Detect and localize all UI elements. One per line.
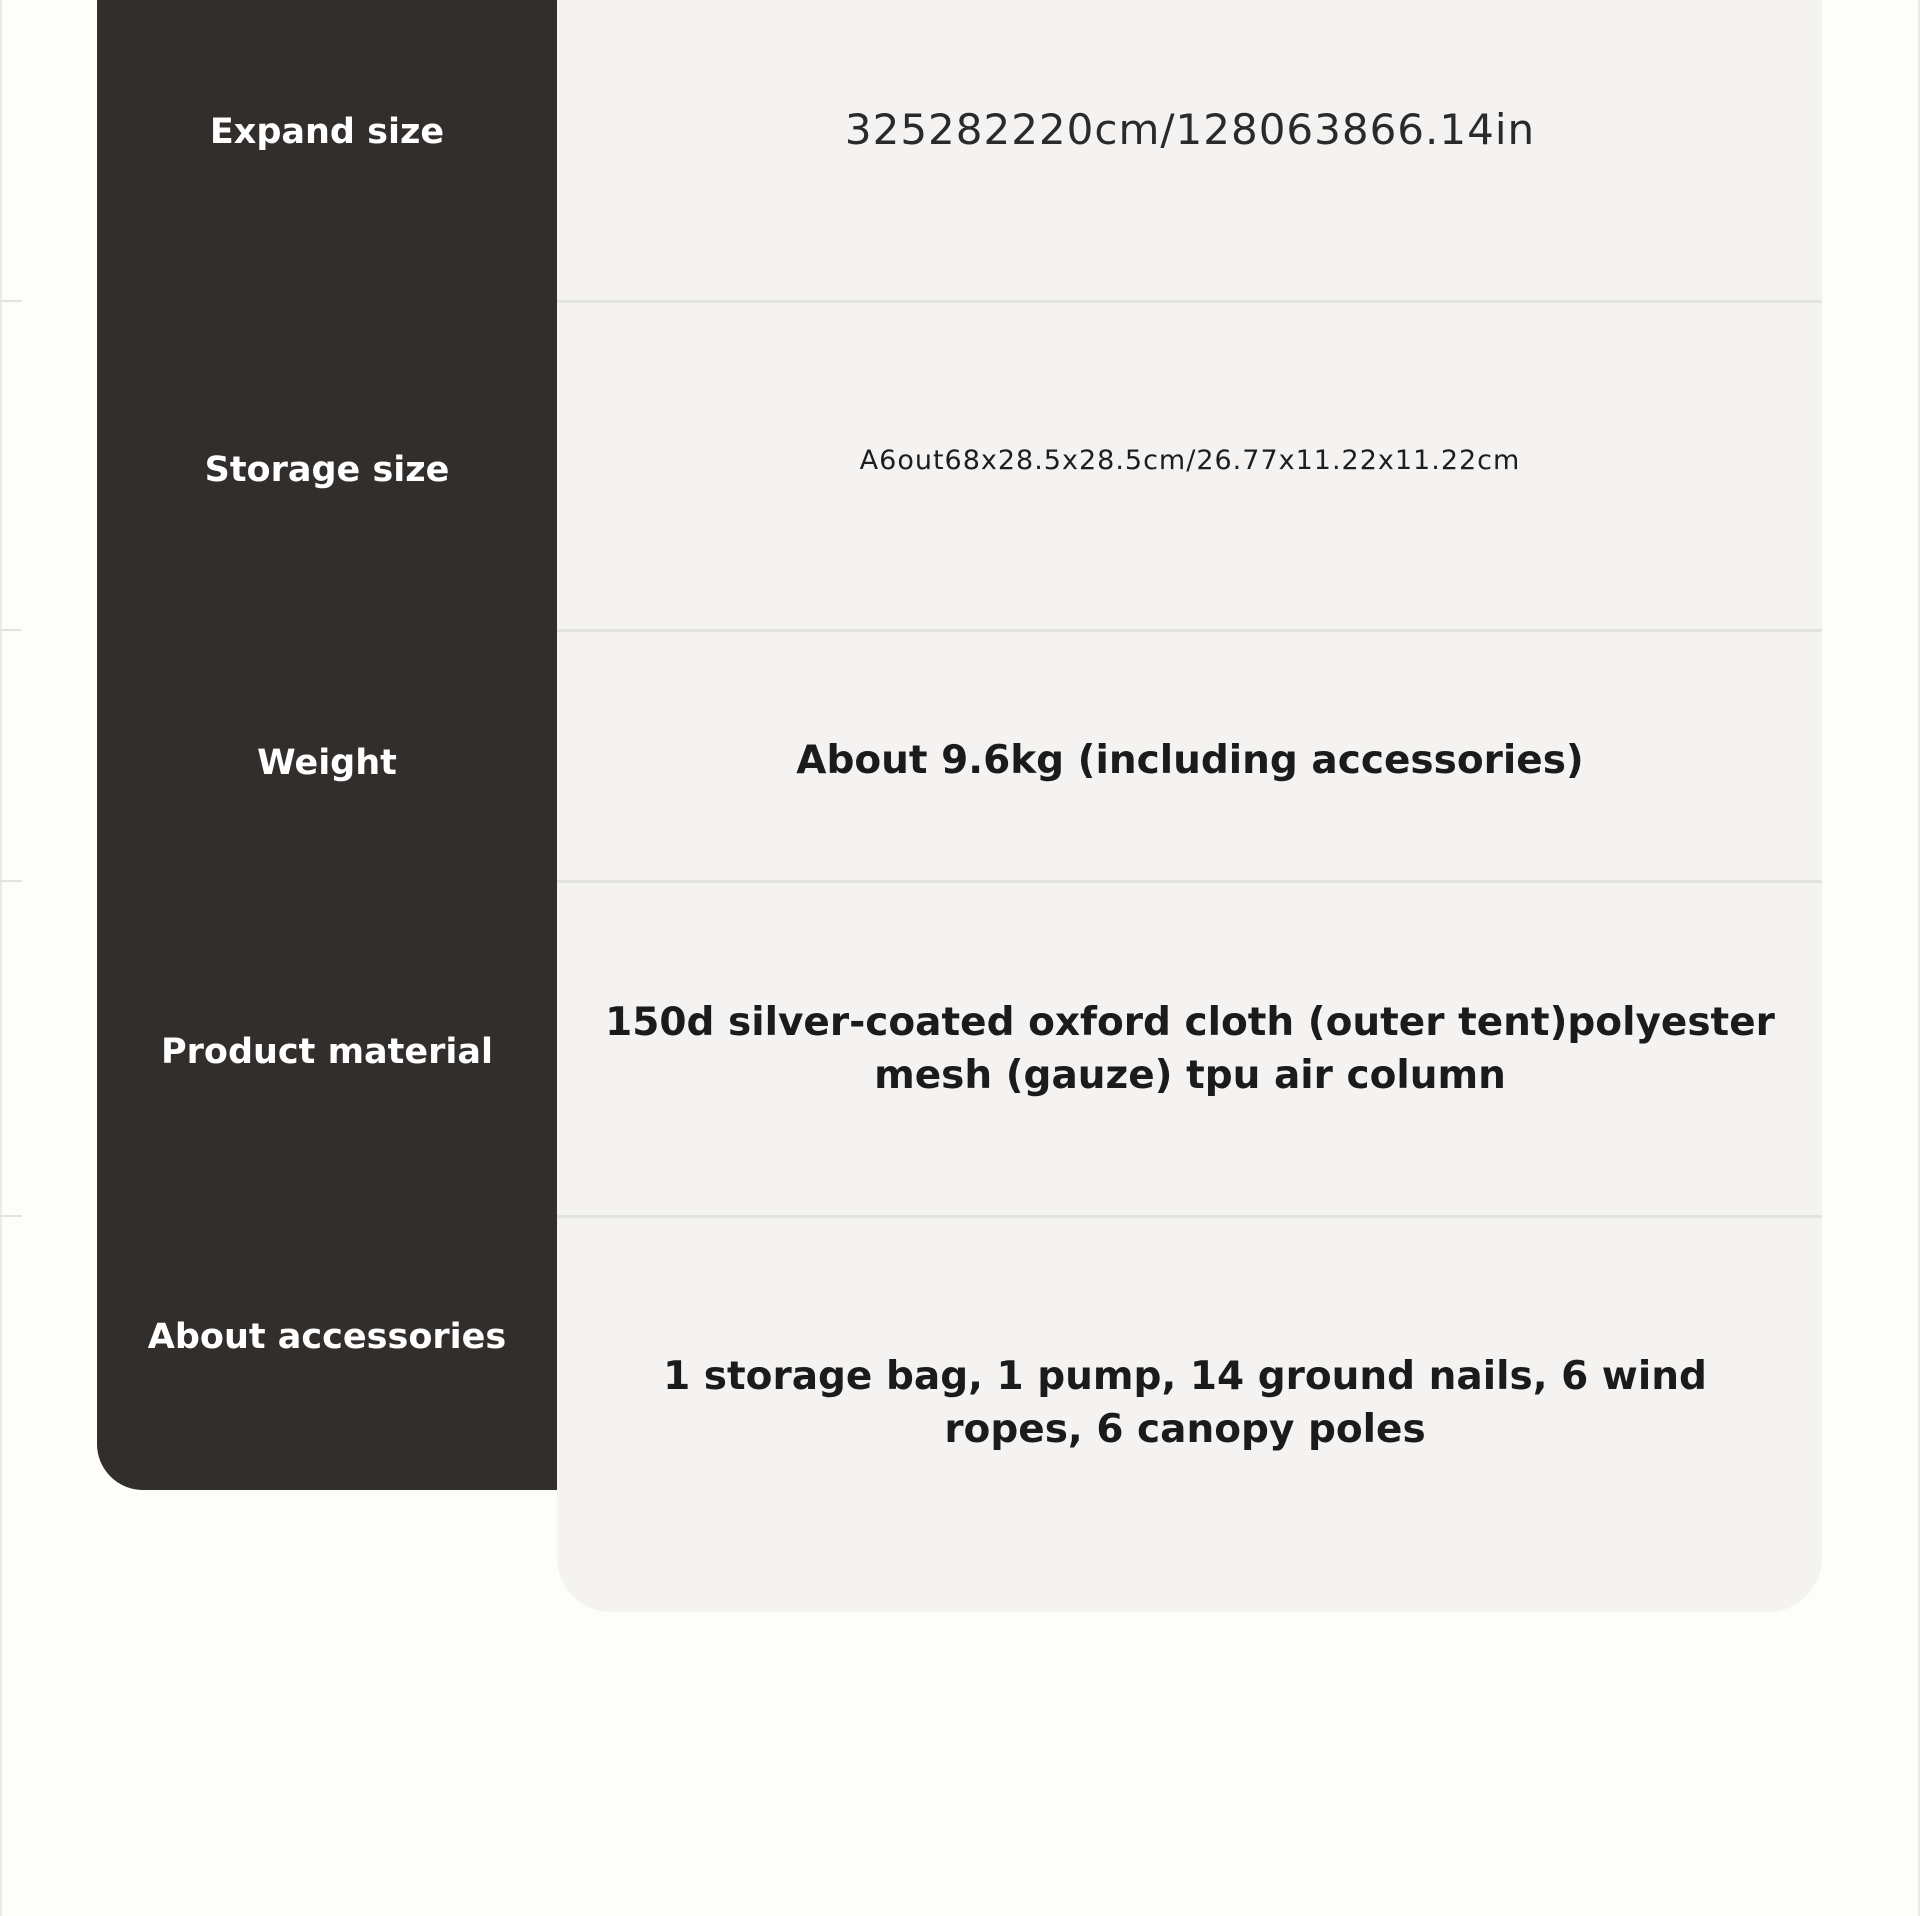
row-divider (557, 1215, 1822, 1218)
row-divider (557, 629, 1822, 632)
product-material-value: 150d silver-coated oxford cloth (outer tent)polyester mesh (gauze) tpu air column (605, 1000, 1775, 1098)
weight-label: Weight (257, 743, 397, 783)
accessories-label: About accessories (147, 1317, 507, 1357)
row-divider (557, 300, 1822, 303)
expand-size-label: Expand size (209, 112, 445, 152)
row-divider (557, 880, 1822, 883)
accessories-value: 1 storage bag, 1 pump, 14 ground nails, 6 wind ropes, 6 canopy poles (663, 1354, 1707, 1452)
storage-size-value: A6out68x28.5x28.5cm/26.77x11.22x11.22cm (859, 445, 1521, 476)
storage-size-label: Storage size (204, 450, 450, 490)
weight-value: About 9.6kg (including accessories) (796, 738, 1584, 783)
expand-size-value: 325282220cm/128063866.14in (844, 105, 1536, 154)
product-material-label: Product material (160, 1032, 494, 1072)
